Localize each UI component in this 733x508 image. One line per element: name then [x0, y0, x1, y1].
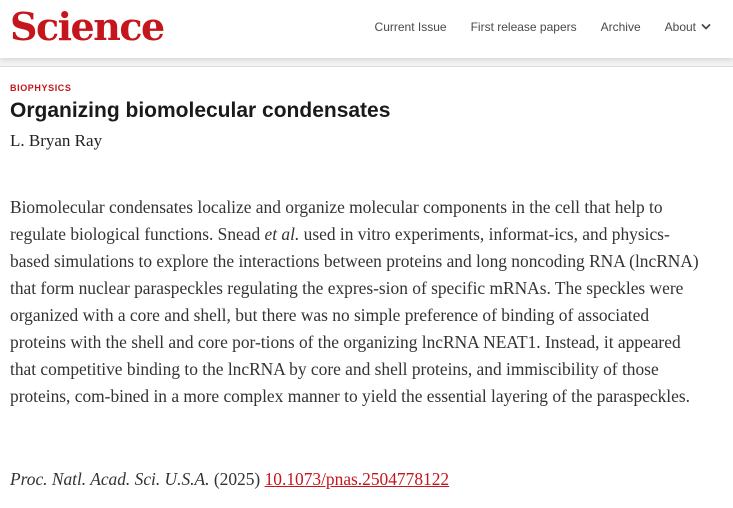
nav-about-label: About	[664, 20, 696, 34]
header-subbar	[0, 58, 733, 67]
article-author[interactable]: L. Bryan Ray	[10, 131, 103, 150]
science-logo[interactable]: Science	[10, 4, 164, 49]
abstract-text-1: Biomolecular condensates localize and organize molecular components in the cell that help to regulate biological functions. Snead	[10, 197, 663, 244]
citation-journal: Proc. Natl. Acad. Sci. U.S.A.	[10, 469, 210, 489]
article-title: Organizing biomolecular condensates	[10, 99, 391, 122]
article-header	[10, 80, 710, 155]
article-category[interactable]: BIOPHYSICS	[10, 83, 72, 93]
main-nav	[351, 19, 711, 35]
chevron-down-icon	[701, 22, 711, 32]
citation-year: (2025)	[213, 469, 261, 489]
nav-archive[interactable]: Archive	[600, 20, 641, 34]
nav-about[interactable]	[665, 19, 711, 35]
nav-current-issue[interactable]: Current Issue	[374, 20, 447, 34]
article-citation	[10, 465, 710, 493]
citation-doi-link[interactable]: 10.1073/pnas.2504778122	[264, 469, 450, 489]
article-abstract	[10, 194, 706, 410]
nav-first-release-papers[interactable]: First release papers	[470, 20, 577, 34]
site-header	[0, 0, 733, 58]
abstract-text-2: used in vitro experiments, informat-ics, and physics-based simulations to explore the interactions between proteins and long noncoding RNA (lncRNA) that form nuclear paraspeckles regulating the expres-sion of specific mRNAs. The speckles were organized with a core and shell, but there was no simple preference of binding of associated proteins with the shell and core por-tions of the organizing lncRNA NEAT1. Instead, it appeared that competitive binding to the lncRNA by core and shell proteins, and immiscibility of those proteins, com-bined in a more complex manner to yield the essential layering of the paraspeckles.	[10, 224, 699, 406]
abstract-etal: et al.	[264, 224, 300, 244]
